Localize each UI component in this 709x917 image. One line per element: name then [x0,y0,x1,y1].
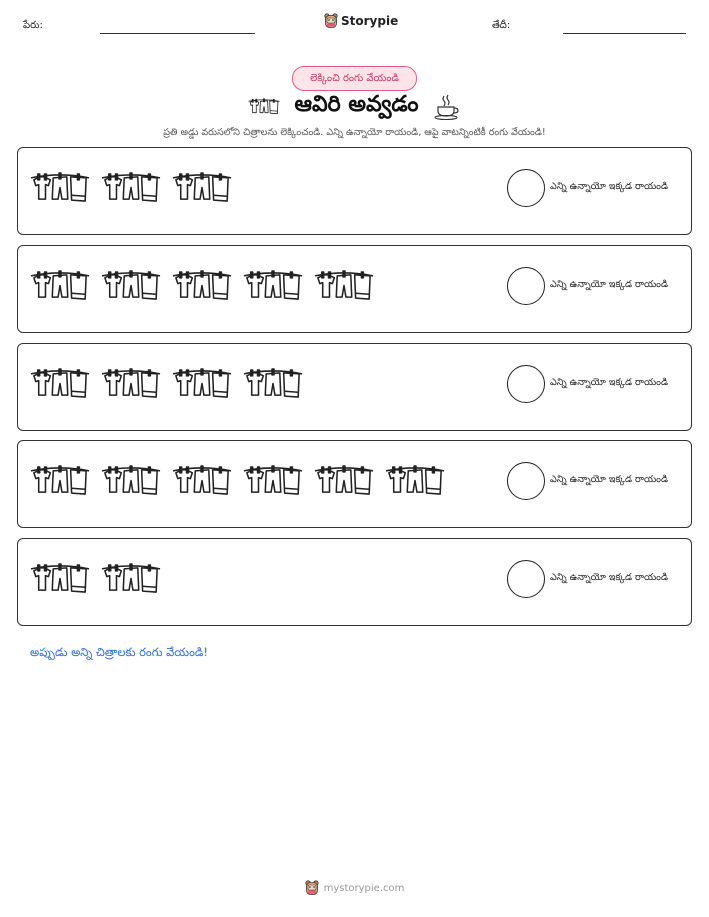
clothesline-icon[interactable] [172,368,232,401]
brand-name: Storypie [341,14,399,28]
name-label: పేరు: [23,20,43,31]
count-row [17,147,692,235]
clothesline-icon[interactable] [30,368,90,401]
date-write-line[interactable] [563,33,686,34]
storypie-bear-icon [305,880,319,896]
title-row [0,92,709,122]
count-row [17,440,692,528]
site-footer [0,880,709,896]
clothesline-icon[interactable] [385,465,445,498]
instructions: ప్రతి అడ్డు వరుసలోని చిత్రాలను లెక్కించండి. ఎన్ని ఉన్నాయో రాయండి, ఆపై వాటన్నింటికీ రంగు వేయండి! [163,127,546,138]
write-here-label: ఎన్ని ఉన్నాయో ఇక్కడ రాయండి [550,376,669,388]
activity-pill [292,66,417,91]
count-row [17,245,692,333]
write-here-label: ఎన్ని ఉన్నాయో ఇక్కడ రాయండి [550,474,669,486]
clothesline-icon[interactable] [30,563,90,596]
answer-circle[interactable] [507,365,545,403]
write-here-label: ఎన్ని ఉన్నాయో ఇక్కడ రాయండి [550,572,669,583]
picture-group [30,563,161,596]
clothesline-icon[interactable] [101,172,161,205]
brand-logo [324,13,398,29]
clothesline-icon [248,98,280,116]
clothesline-icon[interactable] [101,465,161,498]
clothesline-icon[interactable] [101,368,161,401]
picture-group [30,172,232,205]
answer-circle[interactable] [507,560,545,598]
write-here-label: ఎన్ని ఉన్నాయో ఇక్కడ రాయండి [550,181,669,192]
page-title: ఆవిరి అవ్వడం [294,92,419,117]
clothesline-icon[interactable] [30,172,90,205]
steaming-cup-icon [433,93,461,121]
clothesline-icon[interactable] [172,465,232,498]
write-here-label: ఎన్ని ఉన్నాయో ఇక్కడ రాయండి [550,278,669,290]
clothesline-icon[interactable] [172,270,232,303]
clothesline-icon[interactable] [30,270,90,303]
date-label: తేదీ: [492,20,511,31]
picture-group [30,368,303,401]
clothesline-icon[interactable] [30,465,90,498]
storypie-bear-icon [324,13,338,29]
answer-circle[interactable] [507,169,545,207]
name-write-line[interactable] [100,33,255,34]
count-row [17,343,692,431]
clothesline-icon[interactable] [243,368,303,401]
site-url: mystorypie.com [323,882,405,894]
picture-group [30,465,445,498]
answer-circle[interactable] [507,462,545,500]
clothesline-icon[interactable] [314,465,374,498]
clothesline-icon[interactable] [314,270,374,303]
footer-instruction: అప్పుడు అన్ని చిత్రాలకు రంగు వేయండి! [30,645,209,659]
picture-group [30,270,374,303]
clothesline-icon[interactable] [101,270,161,303]
clothesline-icon[interactable] [243,465,303,498]
count-row [17,538,692,626]
activity-pill-label: లెక్కించి రంగు వేయండి [310,72,399,84]
answer-circle[interactable] [507,267,545,305]
clothesline-icon[interactable] [172,172,232,205]
clothesline-icon[interactable] [101,563,161,596]
clothesline-icon[interactable] [243,270,303,303]
